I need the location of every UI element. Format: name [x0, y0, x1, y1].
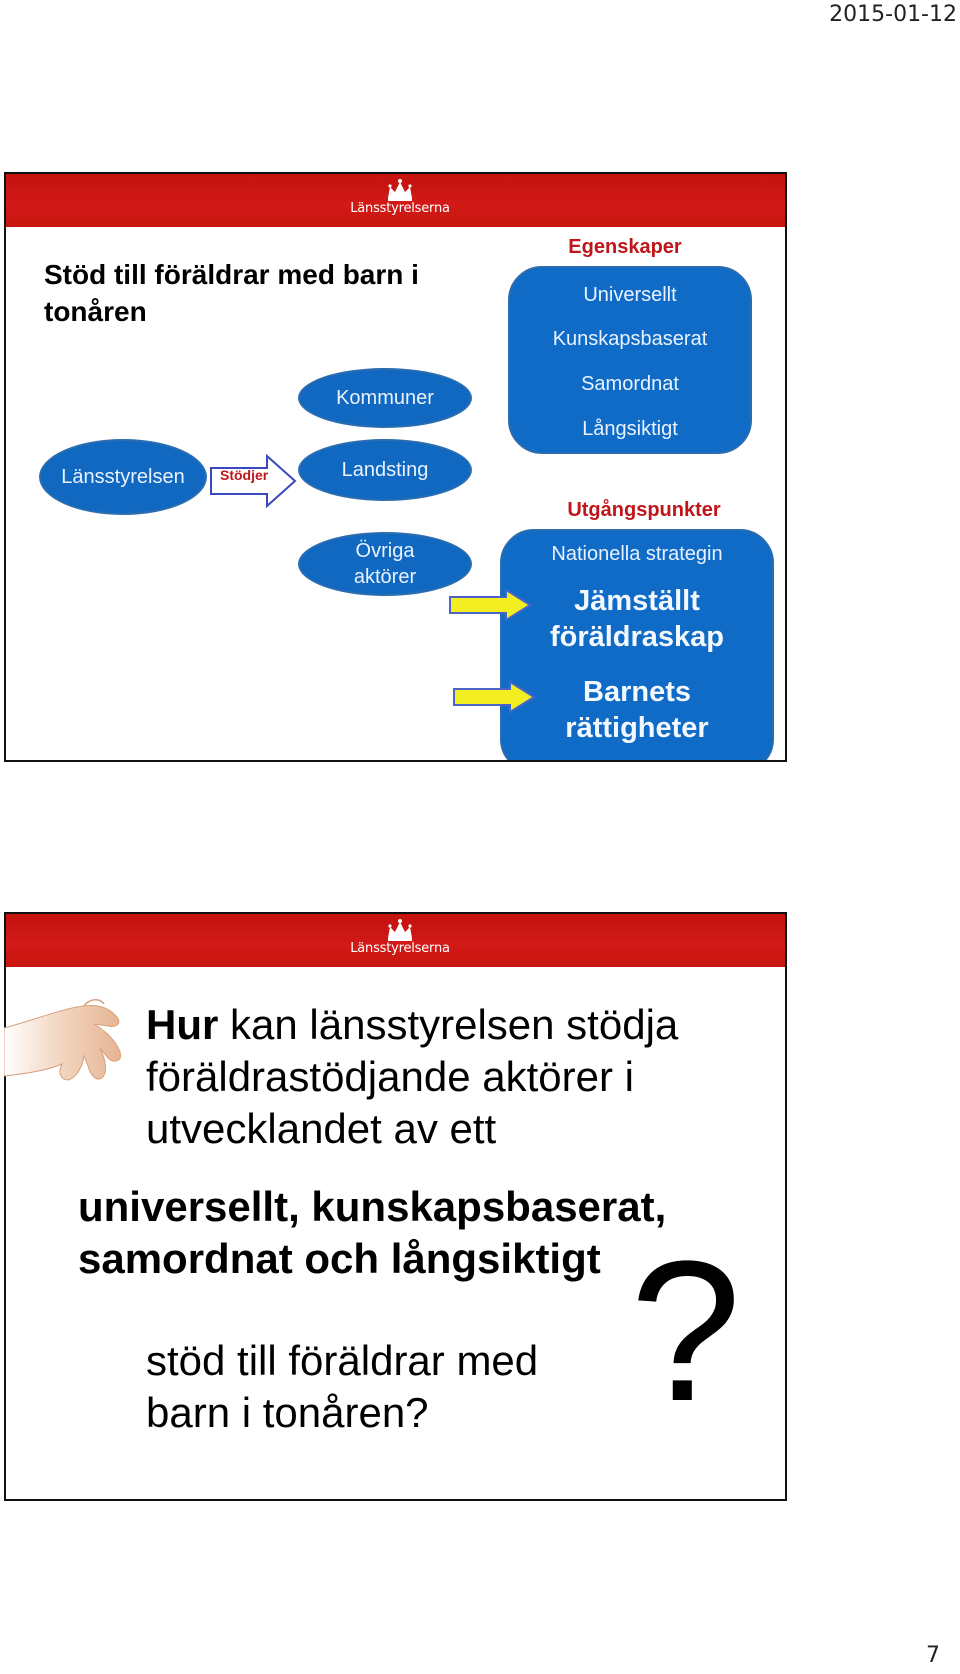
utgangspunkter-item2-line2: rättigheter: [565, 712, 709, 744]
slide-banner: [6, 914, 785, 967]
lansstyrelserna-logo: [350, 918, 450, 964]
utgangspunkter-item2-line1: Barnets: [583, 676, 691, 708]
header-date: 2015-01-12: [829, 2, 957, 27]
utgangspunkter-box: [500, 529, 774, 762]
question-line-1: [146, 1000, 678, 1050]
page-number: 7: [926, 1643, 940, 1668]
utgangspunkter-item1-line1: Jämställt: [574, 585, 700, 617]
logo-text: Länsstyrelserna: [350, 201, 450, 216]
yellow-arrow-icon: [448, 588, 532, 622]
logo-text: Länsstyrelserna: [350, 941, 450, 956]
reaching-hand-icon: [4, 968, 144, 1138]
end-line-2: barn i tonåren?: [146, 1389, 429, 1436]
utgangspunkter-item1-line2: föräldraskap: [549, 621, 725, 653]
stodjer-label: Stödjer: [220, 467, 269, 483]
ellipse-kommuner: [298, 368, 472, 428]
end-line-1: stöd till föräldrar med: [146, 1337, 539, 1384]
question-line-2: föräldrastödjande aktörer i: [146, 1053, 634, 1100]
ellipse-lansstyrelsen-label: Länsstyrelsen: [61, 466, 185, 488]
question-bold-word: Hur: [146, 1001, 219, 1048]
utgangspunkter-heading: Utgångspunkter: [567, 499, 721, 521]
lansstyrelserna-logo: [350, 178, 450, 224]
ellipse-landsting: [298, 439, 472, 501]
slide-1: [4, 172, 787, 762]
egenskaper-item: Långsiktigt: [582, 418, 678, 440]
question-line-3: utvecklandet av ett: [146, 1105, 497, 1152]
ellipse-ovriga-line2: aktörer: [353, 566, 417, 588]
ellipse-lansstyrelsen: [39, 439, 207, 515]
bold-line-2: samordnat och långsiktigt: [78, 1235, 601, 1282]
slide-banner: [6, 174, 785, 227]
question-line-1-rest: kan länsstyrelsen stödja: [218, 1001, 679, 1048]
egenskaper-heading: Egenskaper: [568, 236, 682, 258]
crown-icon: [386, 918, 414, 942]
bold-line-1: universellt, kunskapsbaserat,: [78, 1183, 667, 1230]
slide-title: Stöd till föräldrar med barn i tonåren: [44, 259, 419, 327]
yellow-arrow-icon: [452, 680, 536, 714]
egenskaper-item: Samordnat: [581, 373, 679, 395]
egenskaper-item: Universellt: [583, 284, 677, 306]
question-mark: ?: [630, 1220, 742, 1443]
egenskaper-box: [508, 266, 752, 454]
ellipse-ovriga-line1: Övriga: [355, 540, 415, 562]
crown-icon: [386, 178, 414, 202]
ellipse-ovriga-aktorer: [298, 532, 472, 596]
ellipse-kommuner-label: Kommuner: [336, 387, 434, 409]
utgangspunkter-subtitle: Nationella strategin: [551, 543, 723, 565]
egenskaper-item: Kunskapsbaserat: [552, 328, 708, 350]
ellipse-landsting-label: Landsting: [341, 459, 429, 481]
